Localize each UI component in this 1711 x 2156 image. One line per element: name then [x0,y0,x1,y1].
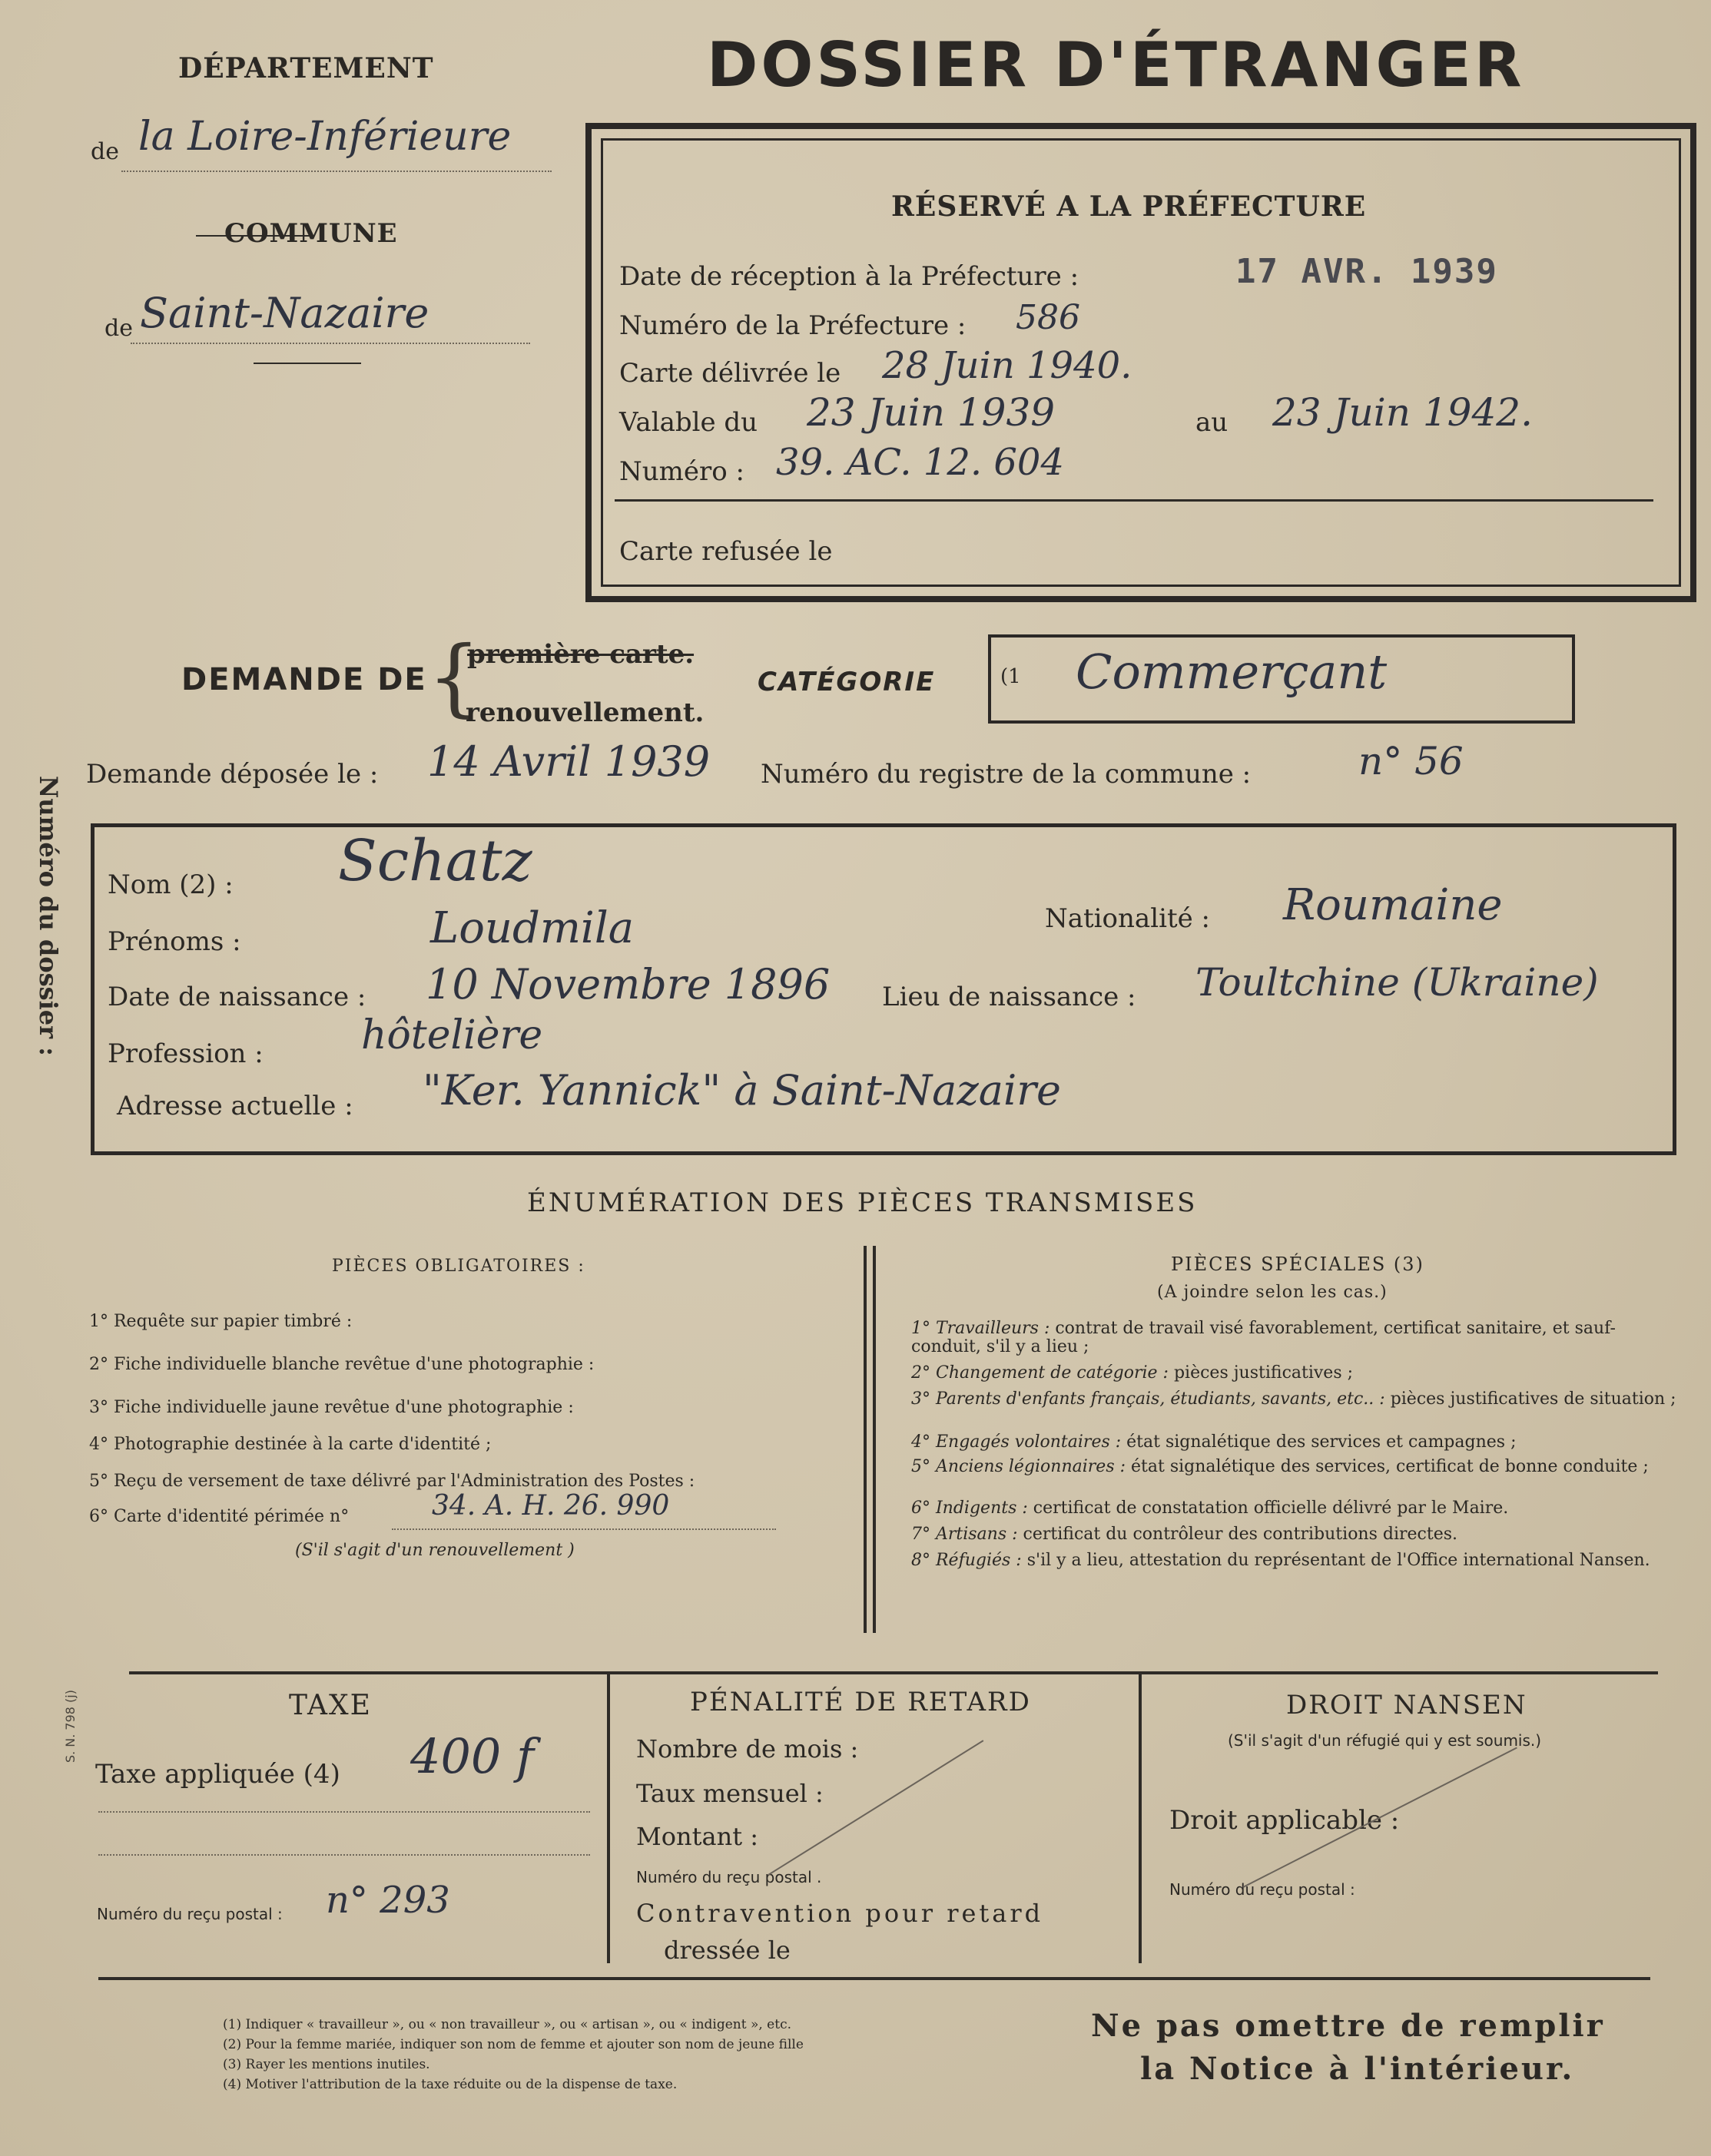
commune-label: COMMUNE [224,218,398,249]
numero-label: Numéro : [619,456,744,487]
valable-to-value: 23 Juin 1942. [1272,390,1533,435]
reception-label: Date de réception à la Préfecture : [619,261,1079,292]
numero-prefecture-label: Numéro de la Préfecture : [619,310,967,341]
valable-label: Valable du [619,407,758,438]
obligatoire-item-1: 1° Requête sur papier timbré : [89,1312,353,1331]
speciales-subtitle: (A joindre selon les cas.) [1157,1283,1388,1302]
de-label-departement: de [91,138,119,165]
penalite-mois-label: Nombre de mois : [636,1734,859,1764]
adresse-label: Adresse actuelle : [117,1091,353,1121]
departement-value: la Loire-Inférieure [138,114,512,160]
footnote-1: (1) Indiquer « travailleur », ou « non travailleur », ou « artisan », ou « indigent », etc. [223,2017,791,2032]
prefecture-heading: RÉSERVÉ A LA PRÉFECTURE [891,190,1367,223]
nansen-droit-label: Droit applicable : [1169,1805,1400,1836]
speciale-item-2: 2° Changement de catégorie : pièces justificatives ; [911,1363,1354,1383]
speciale-item-8: 8° Réfugiés : s'il y a lieu, attestation du représentant de l'Office international Nansen. [911,1551,1650,1570]
speciale-item-1: 1° Travailleurs : contrat de travail visé favorablement, certificat sanitaire, et sauf-conduit, s'il y a lieu ; [911,1319,1616,1356]
penalite-recu-label: Numéro du reçu postal . [636,1868,822,1886]
demande-brace: { [427,628,481,726]
carte-refusee-label: Carte refusée le [619,536,833,567]
carte-delivree-label: Carte délivrée le [619,358,841,389]
deposee-label: Demande déposée le : [86,759,379,790]
taxe-title: TAXE [289,1690,372,1721]
prenoms-value: Loudmila [430,903,635,953]
obligatoires-title: PIÈCES OBLIGATOIRES : [332,1257,585,1276]
carte-perimee-value: 34. A. H. 26. 990 [432,1490,670,1522]
taxe-appliquee-value: 400 f [410,1728,534,1784]
penalite-montant-label: Montant : [636,1822,758,1851]
notice-line-2: la Notice à l'intérieur. [1140,2051,1575,2087]
taxe-recu-label: Numéro du reçu postal : [97,1905,283,1923]
demande-label: DEMANDE DE [181,662,427,697]
deposee-value: 14 Avril 1939 [427,737,711,786]
lieu-label: Lieu de naissance : [882,982,1136,1012]
numero-value: 39. AC. 12. 604 [776,441,1064,484]
numero-prefecture-value: 586 [1016,298,1080,337]
nansen-title: DROIT NANSEN [1286,1690,1527,1720]
taxe-recu-value: n° 293 [326,1879,450,1922]
profession-label: Profession : [108,1038,264,1069]
speciales-title: PIÈCES SPÉCIALES (3) [1171,1254,1424,1275]
categorie-note: (1 [1000,665,1021,688]
footnote-4: (4) Motiver l'attribution de la taxe réduite ou de la dispense de taxe. [223,2077,678,2092]
valable-au-label: au [1195,407,1229,438]
de-label-commune: de [104,315,133,342]
speciale-item-6: 6° Indigents : certificat de constatation officielle délivré par le Maire. [911,1499,1509,1518]
valable-from-value: 23 Juin 1939 [807,390,1056,435]
departement-label: DÉPARTEMENT [178,52,434,84]
nansen-subtitle: (S'il s'agit d'un réfugié qui y est soumis.) [1228,1731,1542,1750]
obligatoire-item-2: 2° Fiche individuelle blanche revêtue d'une photographie : [89,1355,595,1374]
nationalite-label: Nationalité : [1045,903,1210,934]
penalite-dressee-label: dressée le [664,1936,791,1965]
renouvellement-note: (S'il s'agit d'un renouvellement ) [295,1541,575,1560]
carte-delivree-value: 28 Juin 1940. [882,344,1132,387]
speciale-item-3: 3° Parents d'enfants français, étudiants, savants, etc.. : pièces justificatives de situation ; [911,1389,1676,1409]
penalite-title: PÉNALITÉ DE RETARD [690,1687,1031,1717]
prenoms-label: Prénoms : [108,926,241,957]
penalite-taux-label: Taux mensuel : [636,1779,824,1808]
pieces-heading: ÉNUMÉRATION DES PIÈCES TRANSMISES [527,1187,1198,1218]
naissance-label: Date de naissance : [108,982,366,1012]
obligatoire-item-4: 4° Photographie destinée à la carte d'identité ; [89,1435,492,1454]
margin-code: S. N. 798 (j) [63,1690,78,1764]
categorie-value: Commerçant [1076,644,1388,700]
categorie-label: CATÉGORIE [758,667,936,697]
notice-line-1: Ne pas omettre de remplir [1091,2008,1605,2044]
lieu-value: Toultchine (Ukraine) [1195,960,1599,1005]
commune-value: Saint-Nazaire [140,289,429,337]
demande-option-renouvellement: renouvellement. [466,697,705,728]
registre-label: Numéro du registre de la commune : [761,759,1252,790]
taxe-appliquee-label: Taxe appliquée (4) [95,1759,340,1790]
obligatoire-item-6: 6° Carte d'identité périmée n° [89,1507,350,1526]
footnote-3: (3) Rayer les mentions inutiles. [223,2057,430,2072]
speciale-item-5: 5° Anciens légionnaires : état signalétique des services, certificat de bonne conduite ; [911,1457,1649,1476]
adresse-value: "Ker. Yannick" à Saint-Nazaire [423,1066,1062,1114]
demande-option-premiere: première carte. [467,639,695,670]
nationalite-value: Roumaine [1283,880,1503,930]
speciale-item-4: 4° Engagés volontaires : état signalétique des services et campagnes ; [911,1432,1517,1452]
speciale-item-7: 7° Artisans : certificat du contrôleur des contributions directes. [911,1525,1458,1544]
penalite-contravention-label: Contravention pour retard [636,1899,1044,1928]
registre-value: n° 56 [1358,739,1464,783]
reception-stamp: 17 AVR. 1939 [1235,252,1498,291]
numero-dossier-side-text: Numéro du dossier : [34,776,63,1056]
nom-label: Nom (2) : [108,869,234,900]
naissance-value: 10 Novembre 1896 [426,960,831,1008]
obligatoire-item-5: 5° Reçu de versement de taxe délivré par l'Administration des Postes : [89,1472,695,1491]
nom-value: Schatz [338,828,532,894]
page-title: DOSSIER D'ÉTRANGER [707,29,1525,101]
obligatoire-item-3: 3° Fiche individuelle jaune revêtue d'une photographie : [89,1398,574,1417]
profession-value: hôtelière [361,1012,543,1058]
footnote-2: (2) Pour la femme mariée, indiquer son nom de femme et ajouter son nom de jeune fille [223,2037,804,2052]
nansen-recu-label: Numéro du reçu postal : [1169,1880,1355,1899]
